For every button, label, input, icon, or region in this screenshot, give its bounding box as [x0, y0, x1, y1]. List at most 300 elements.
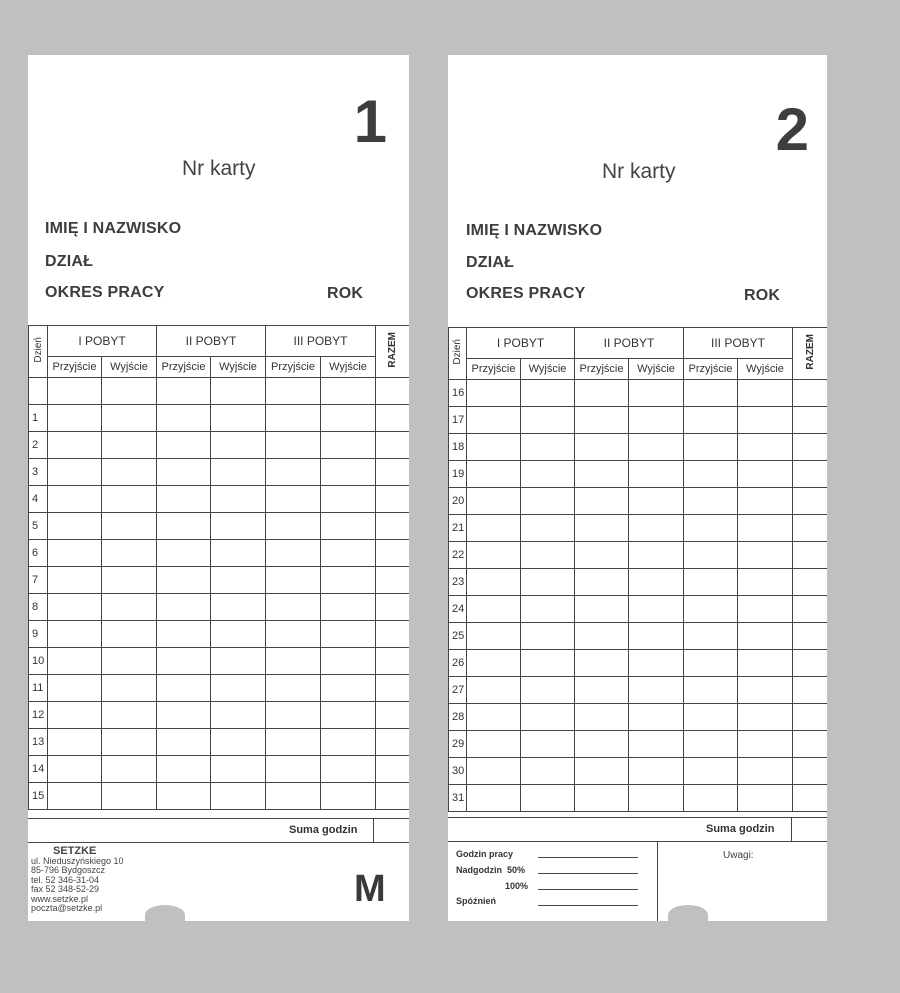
arrival-cell[interactable] [48, 675, 102, 702]
arrival-cell[interactable] [48, 648, 102, 675]
day-row [449, 758, 828, 785]
arrival-cell[interactable] [467, 677, 521, 704]
arrival-cell[interactable] [467, 569, 521, 596]
departure-cell[interactable] [738, 434, 793, 461]
departure-cell[interactable] [102, 594, 157, 621]
departure-cell[interactable] [321, 513, 376, 540]
departure-cell[interactable] [211, 432, 266, 459]
arrival-cell[interactable] [684, 623, 738, 650]
day-number: 5 [29, 513, 48, 540]
day-row [29, 459, 410, 486]
departure-cell[interactable] [738, 380, 793, 407]
arrival-cell[interactable] [684, 380, 738, 407]
day-number: 2 [29, 432, 48, 459]
departure-cell[interactable] [321, 729, 376, 756]
departure-cell[interactable] [102, 513, 157, 540]
arrival-cell[interactable] [266, 756, 321, 783]
departure-cell[interactable] [521, 407, 575, 434]
arrival-cell[interactable] [575, 623, 629, 650]
card-number: 1 [353, 88, 387, 155]
arrival-cell[interactable] [575, 650, 629, 677]
arrival-cell[interactable] [266, 405, 321, 432]
total-cell[interactable] [376, 621, 409, 648]
arrival-cell[interactable] [48, 405, 102, 432]
departure-cell[interactable] [521, 515, 575, 542]
arrival-cell[interactable] [684, 758, 738, 785]
departure-cell[interactable] [102, 486, 157, 513]
day-number: 9 [29, 621, 48, 648]
total-cell[interactable] [376, 513, 409, 540]
arrival-cell[interactable] [575, 515, 629, 542]
departure-cell[interactable] [321, 594, 376, 621]
departure-cell[interactable] [521, 677, 575, 704]
departure-cell[interactable] [211, 513, 266, 540]
departure-cell[interactable] [521, 731, 575, 758]
day-row [449, 461, 828, 488]
day-number: 8 [29, 594, 48, 621]
day-row [29, 486, 410, 513]
departure-cell[interactable] [211, 648, 266, 675]
arrival-cell[interactable] [467, 542, 521, 569]
day-row [449, 596, 828, 623]
departure-cell[interactable] [521, 758, 575, 785]
arrival-cell[interactable] [266, 513, 321, 540]
sum-divider [791, 817, 792, 842]
departure-header: Wyjście [211, 357, 266, 378]
departure-cell[interactable] [211, 459, 266, 486]
arrival-cell[interactable] [684, 731, 738, 758]
arrival-cell[interactable] [48, 432, 102, 459]
arrival-cell[interactable] [684, 488, 738, 515]
departure-cell[interactable] [521, 488, 575, 515]
departure-cell[interactable] [102, 648, 157, 675]
departure-cell[interactable] [211, 540, 266, 567]
departure-cell[interactable] [321, 567, 376, 594]
day-number: 27 [449, 677, 467, 704]
arrival-cell[interactable] [575, 488, 629, 515]
departure-cell[interactable] [521, 461, 575, 488]
departure-cell[interactable] [521, 434, 575, 461]
departure-cell[interactable] [321, 459, 376, 486]
day-number: 28 [449, 704, 467, 731]
period-field-label: OKRES PRACY [466, 285, 586, 302]
departure-cell[interactable] [321, 486, 376, 513]
day-number: 19 [449, 461, 467, 488]
total-cell[interactable] [793, 596, 827, 623]
arrival-header: Przyjście [575, 359, 629, 380]
arrival-cell[interactable] [684, 461, 738, 488]
arrival-cell[interactable] [157, 729, 211, 756]
departure-cell[interactable] [738, 407, 793, 434]
departure-cell[interactable] [629, 407, 684, 434]
total-cell[interactable] [376, 756, 409, 783]
overtime-100-label: 100% [505, 881, 529, 891]
arrival-cell[interactable] [575, 434, 629, 461]
company-address: ul. Nieduszyńskiego 10 [31, 855, 124, 866]
arrival-cell[interactable] [48, 594, 102, 621]
day-number: 29 [449, 731, 467, 758]
departure-cell[interactable] [211, 756, 266, 783]
departure-cell[interactable] [629, 704, 684, 731]
total-cell[interactable] [793, 542, 827, 569]
arrival-cell[interactable] [157, 540, 211, 567]
arrival-cell[interactable] [157, 432, 211, 459]
departure-cell[interactable] [629, 731, 684, 758]
company-city: 85-796 Bydgoszcz [31, 865, 106, 875]
arrival-cell[interactable] [48, 513, 102, 540]
departure-cell[interactable] [738, 704, 793, 731]
arrival-cell[interactable] [684, 515, 738, 542]
departure-cell[interactable] [629, 596, 684, 623]
day-number: 26 [449, 650, 467, 677]
arrival-cell[interactable] [157, 756, 211, 783]
arrival-cell[interactable] [467, 407, 521, 434]
total-cell[interactable] [793, 785, 827, 812]
total-cell[interactable] [376, 459, 409, 486]
day-number: 23 [449, 569, 467, 596]
day-row [449, 515, 828, 542]
departure-cell[interactable] [629, 677, 684, 704]
total-cell[interactable] [376, 594, 409, 621]
arrival-cell[interactable] [467, 488, 521, 515]
day-row [29, 594, 410, 621]
total-cell[interactable] [793, 677, 827, 704]
arrival-cell[interactable] [266, 432, 321, 459]
departure-cell[interactable] [211, 405, 266, 432]
arrival-cell[interactable] [266, 459, 321, 486]
hours-worked-line [538, 857, 638, 858]
departure-cell[interactable] [521, 704, 575, 731]
total-cell[interactable] [376, 567, 409, 594]
company-email: poczta@setzke.pl [31, 903, 103, 913]
total-cell[interactable] [376, 378, 409, 405]
arrival-cell[interactable] [575, 704, 629, 731]
departure-cell[interactable] [321, 621, 376, 648]
total-cell[interactable] [793, 623, 827, 650]
arrival-cell[interactable] [684, 542, 738, 569]
arrival-cell[interactable] [266, 378, 321, 405]
total-cell[interactable] [793, 461, 827, 488]
arrival-cell[interactable] [157, 459, 211, 486]
day-row [449, 542, 828, 569]
arrival-cell[interactable] [467, 758, 521, 785]
card-mark: M [354, 868, 386, 910]
day-row [29, 675, 410, 702]
arrival-cell[interactable] [467, 623, 521, 650]
card-title: Nr karty [602, 160, 676, 183]
departure-cell[interactable] [738, 488, 793, 515]
arrival-cell[interactable] [157, 702, 211, 729]
stay-1-header: I POBYT [48, 326, 157, 357]
day-row [29, 648, 410, 675]
departure-cell[interactable] [321, 675, 376, 702]
departure-cell[interactable] [629, 434, 684, 461]
departure-cell[interactable] [211, 594, 266, 621]
total-cell[interactable] [376, 540, 409, 567]
total-cell[interactable] [793, 488, 827, 515]
departure-cell[interactable] [521, 785, 575, 812]
departure-cell[interactable] [102, 459, 157, 486]
day-row [29, 621, 410, 648]
arrival-cell[interactable] [684, 785, 738, 812]
arrival-cell[interactable] [266, 486, 321, 513]
departure-cell[interactable] [211, 783, 266, 810]
arrival-cell[interactable] [575, 542, 629, 569]
departure-cell[interactable] [321, 378, 376, 405]
departure-cell[interactable] [211, 621, 266, 648]
departure-cell[interactable] [102, 567, 157, 594]
departure-cell[interactable] [211, 675, 266, 702]
total-cell[interactable] [376, 432, 409, 459]
day-row [29, 756, 410, 783]
department-field-label: DZIAŁ [45, 253, 94, 270]
total-cell[interactable] [793, 407, 827, 434]
day-header: Dzień [449, 328, 467, 380]
attendance-table [28, 325, 409, 810]
departure-cell[interactable] [738, 515, 793, 542]
arrival-cell[interactable] [467, 596, 521, 623]
departure-cell[interactable] [211, 567, 266, 594]
departure-cell[interactable] [102, 540, 157, 567]
departure-cell[interactable] [521, 650, 575, 677]
arrival-cell[interactable] [48, 540, 102, 567]
arrival-header: Przyjście [467, 359, 521, 380]
departure-cell[interactable] [629, 623, 684, 650]
departure-cell[interactable] [211, 702, 266, 729]
arrival-cell[interactable] [48, 567, 102, 594]
departure-cell[interactable] [521, 596, 575, 623]
arrival-cell[interactable] [575, 596, 629, 623]
arrival-cell[interactable] [157, 648, 211, 675]
arrival-cell[interactable] [575, 758, 629, 785]
day-row [449, 677, 828, 704]
departure-cell[interactable] [102, 378, 157, 405]
total-cell[interactable] [793, 434, 827, 461]
total-cell[interactable] [793, 515, 827, 542]
departure-cell[interactable] [102, 729, 157, 756]
departure-cell[interactable] [211, 486, 266, 513]
departure-cell[interactable] [629, 758, 684, 785]
departure-cell[interactable] [521, 623, 575, 650]
departure-cell[interactable] [521, 380, 575, 407]
departure-cell[interactable] [738, 461, 793, 488]
departure-cell[interactable] [738, 785, 793, 812]
departure-cell[interactable] [738, 596, 793, 623]
total-cell[interactable] [376, 702, 409, 729]
arrival-cell[interactable] [684, 596, 738, 623]
departure-cell[interactable] [211, 378, 266, 405]
arrival-header: Przyjście [157, 357, 211, 378]
departure-cell[interactable] [629, 569, 684, 596]
departure-cell[interactable] [102, 756, 157, 783]
day-row [449, 704, 828, 731]
departure-cell[interactable] [321, 540, 376, 567]
day-row [29, 405, 410, 432]
day-number: 14 [29, 756, 48, 783]
day-number: 3 [29, 459, 48, 486]
departure-cell[interactable] [521, 569, 575, 596]
arrival-cell[interactable] [48, 378, 102, 405]
arrival-cell[interactable] [266, 594, 321, 621]
day-row [449, 785, 828, 812]
arrival-cell[interactable] [266, 540, 321, 567]
day-number: 10 [29, 648, 48, 675]
departure-cell[interactable] [629, 785, 684, 812]
departure-cell[interactable] [629, 515, 684, 542]
arrival-cell[interactable] [157, 378, 211, 405]
arrival-cell[interactable] [48, 621, 102, 648]
total-cell[interactable] [793, 380, 827, 407]
arrival-cell[interactable] [157, 513, 211, 540]
arrival-cell[interactable] [467, 731, 521, 758]
year-field-label: ROK [327, 285, 364, 302]
arrival-cell[interactable] [48, 486, 102, 513]
arrival-cell[interactable] [157, 621, 211, 648]
departure-cell[interactable] [738, 677, 793, 704]
day-number: 22 [449, 542, 467, 569]
day-number: 30 [449, 758, 467, 785]
arrival-cell[interactable] [467, 434, 521, 461]
arrival-cell[interactable] [684, 407, 738, 434]
total-cell[interactable] [793, 758, 827, 785]
departure-cell[interactable] [629, 488, 684, 515]
arrival-cell[interactable] [48, 729, 102, 756]
total-cell[interactable] [376, 405, 409, 432]
arrival-cell[interactable] [467, 785, 521, 812]
departure-cell[interactable] [321, 756, 376, 783]
arrival-cell[interactable] [684, 434, 738, 461]
arrival-cell[interactable] [157, 783, 211, 810]
departure-cell[interactable] [738, 758, 793, 785]
name-field-label: IMIĘ I NAZWISKO [466, 222, 603, 239]
company-phone: tel. 52 346-31-04 [31, 874, 100, 885]
arrival-cell[interactable] [48, 756, 102, 783]
day-number: 18 [449, 434, 467, 461]
arrival-header: Przyjście [266, 357, 321, 378]
arrival-cell[interactable] [48, 783, 102, 810]
day-number: 12 [29, 702, 48, 729]
total-cell[interactable] [793, 731, 827, 758]
departure-cell[interactable] [629, 650, 684, 677]
departure-cell[interactable] [629, 380, 684, 407]
departure-cell[interactable] [321, 432, 376, 459]
arrival-cell[interactable] [684, 569, 738, 596]
arrival-cell[interactable] [575, 380, 629, 407]
total-cell[interactable] [376, 648, 409, 675]
arrival-cell[interactable] [684, 650, 738, 677]
arrival-cell[interactable] [266, 675, 321, 702]
departure-cell[interactable] [738, 623, 793, 650]
departure-cell[interactable] [211, 729, 266, 756]
day-number: 13 [29, 729, 48, 756]
arrival-cell[interactable] [684, 704, 738, 731]
arrival-cell[interactable] [575, 461, 629, 488]
total-cell[interactable] [793, 650, 827, 677]
arrival-cell[interactable] [575, 407, 629, 434]
total-header: RAZEM [793, 328, 827, 380]
departure-cell[interactable] [102, 621, 157, 648]
departure-cell[interactable] [102, 783, 157, 810]
arrival-cell[interactable] [157, 405, 211, 432]
arrival-cell[interactable] [48, 459, 102, 486]
overtime-100-line [538, 889, 638, 890]
arrival-cell[interactable] [467, 380, 521, 407]
card-notch [668, 905, 708, 921]
departure-cell[interactable] [738, 650, 793, 677]
arrival-cell[interactable] [467, 461, 521, 488]
card-title: Nr karty [182, 157, 256, 180]
arrival-cell[interactable] [575, 785, 629, 812]
arrival-cell[interactable] [266, 567, 321, 594]
departure-cell[interactable] [102, 405, 157, 432]
departure-cell[interactable] [102, 675, 157, 702]
arrival-cell[interactable] [266, 729, 321, 756]
arrival-cell[interactable] [575, 569, 629, 596]
arrival-cell[interactable] [266, 702, 321, 729]
departure-cell[interactable] [521, 542, 575, 569]
arrival-cell[interactable] [467, 650, 521, 677]
day-number: 20 [449, 488, 467, 515]
day-row [449, 380, 828, 407]
arrival-header: Przyjście [48, 357, 102, 378]
departure-cell[interactable] [321, 702, 376, 729]
arrival-cell[interactable] [684, 677, 738, 704]
name-field-label: IMIĘ I NAZWISKO [45, 220, 182, 237]
arrival-cell[interactable] [157, 675, 211, 702]
day-row [449, 488, 828, 515]
departure-header: Wyjście [521, 359, 575, 380]
remarks-label: Uwagi: [723, 850, 754, 861]
arrival-cell[interactable] [467, 704, 521, 731]
arrival-cell[interactable] [266, 621, 321, 648]
day-number: 6 [29, 540, 48, 567]
day-row [29, 378, 410, 405]
total-cell[interactable] [376, 675, 409, 702]
arrival-cell[interactable] [266, 783, 321, 810]
arrival-cell[interactable] [157, 594, 211, 621]
departure-cell[interactable] [629, 542, 684, 569]
departure-cell[interactable] [321, 783, 376, 810]
total-cell[interactable] [793, 704, 827, 731]
arrival-cell[interactable] [575, 731, 629, 758]
departure-cell[interactable] [321, 648, 376, 675]
arrival-cell[interactable] [575, 677, 629, 704]
stay-3-header: III POBYT [684, 328, 793, 359]
departure-cell[interactable] [738, 542, 793, 569]
day-number: 1 [29, 405, 48, 432]
total-cell[interactable] [793, 569, 827, 596]
sum-divider [373, 818, 374, 843]
total-cell[interactable] [376, 486, 409, 513]
company-info [31, 847, 124, 914]
departure-cell[interactable] [102, 702, 157, 729]
arrival-cell[interactable] [157, 567, 211, 594]
total-cell[interactable] [376, 783, 409, 810]
day-number: 31 [449, 785, 467, 812]
departure-cell[interactable] [738, 569, 793, 596]
time-card-1 [28, 55, 409, 921]
day-row [449, 434, 828, 461]
departure-cell[interactable] [629, 461, 684, 488]
arrival-cell[interactable] [48, 702, 102, 729]
arrival-cell[interactable] [266, 648, 321, 675]
departure-cell[interactable] [738, 731, 793, 758]
arrival-cell[interactable] [467, 515, 521, 542]
departure-cell[interactable] [102, 432, 157, 459]
total-cell[interactable] [376, 729, 409, 756]
departure-cell[interactable] [321, 405, 376, 432]
arrival-cell[interactable] [157, 486, 211, 513]
